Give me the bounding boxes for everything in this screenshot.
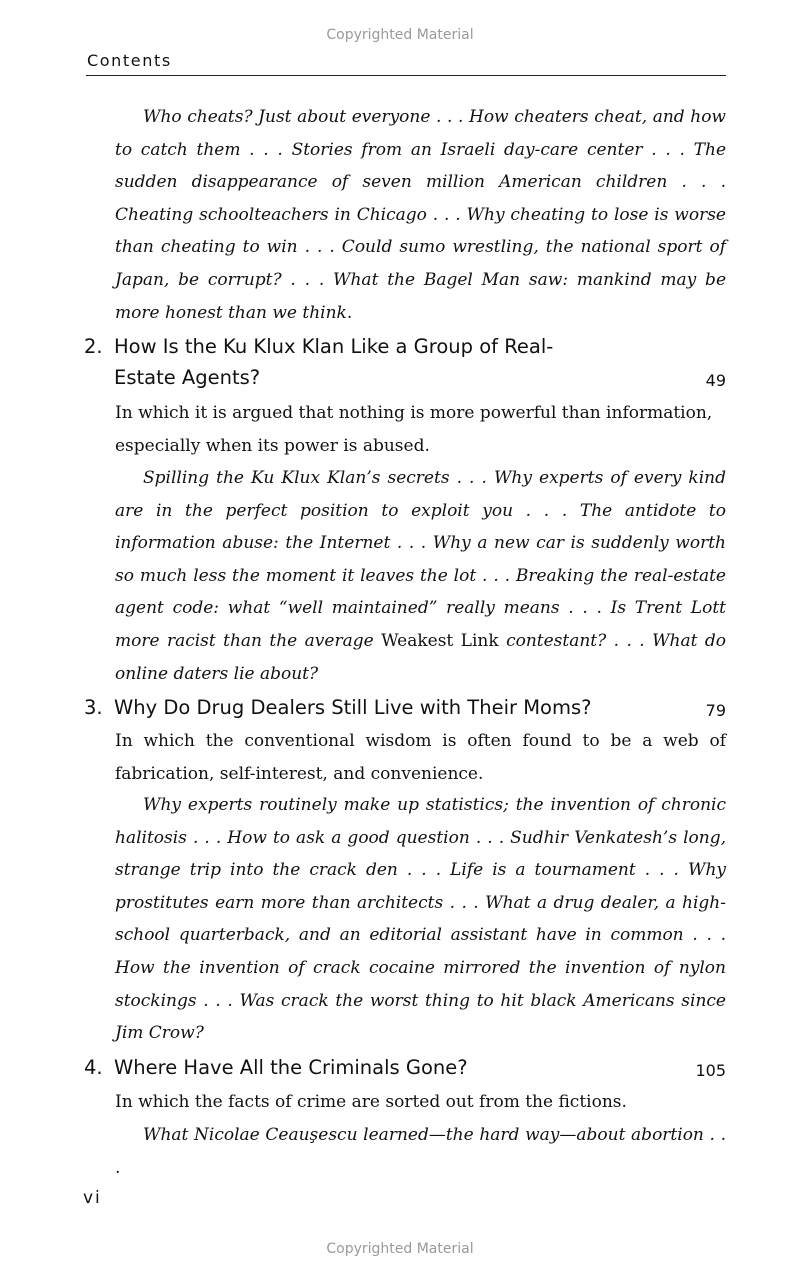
header-rule: [86, 75, 726, 76]
chapter-page-number: 49: [705, 371, 726, 390]
chapter-title: How Is the Ku Klux Klan Like a Group of Real-Estate Agents?: [114, 335, 554, 389]
chapter-title: Why Do Drug Dealers Still Live with Their Moms?: [114, 696, 592, 719]
chapter-number: 3.: [84, 696, 103, 719]
summary-text-end: contestant? . . . What do online daters lie about?: [115, 630, 726, 684]
chapter-4-description: In which the facts of crime are sorted out from the fictions.: [115, 1092, 627, 1112]
chapter-3-summary: Why experts routinely make up statistics; the invention of chronic halitosis . . . How to ask a good question . . . Sudhir Venkatesh’s long, strange trip into the crack den . . . Life is a tournament . . . Why prostitutes earn more than architects . . . What a drug dealer, a high-school quarterback, and an editorial assistant have in common . . . How the invention of crack cocaine mirrored the invention of nylon stockings . . . Was crack the worst thing to hit black Americans since Jim Crow?: [115, 795, 726, 1044]
watermark-top: Copyrighted Material: [326, 27, 474, 43]
chapter-1-summary: Who cheats? Just about everyone . . . How cheaters cheat, and how to catch them . . . Stories from an Israeli day-care center . . . The sudden disappearance of seven million American children . . . Cheating schoolteachers in Chicago . . . Why cheating to lose is worse than cheating to win . . . Could sumo wrestling, the national sport of Japan, be corrupt? . . . What the Bagel Man saw: mankind may be more honest than we think.: [115, 107, 726, 323]
chapter-page-number: 105: [695, 1061, 726, 1080]
watermark-bottom: Copyrighted Material: [326, 1241, 474, 1257]
chapter-2-summary: [115, 462, 726, 690]
chapter-page-number: 79: [705, 701, 726, 720]
chapter-title: Where Have All the Criminals Gone?: [114, 1056, 468, 1079]
chapter-2-description: In which it is argued that nothing is more powerful than information, especially when its power is abused.: [115, 403, 713, 456]
chapter-4-summary: What Nicolae Ceauşescu learned—the hard way—about abortion . . .: [115, 1125, 726, 1178]
chapter-4-heading[interactable]: [84, 1052, 726, 1083]
chapter-number: 2.: [84, 335, 103, 358]
chapter-number: 4.: [84, 1056, 103, 1079]
running-head: Contents: [87, 51, 172, 70]
chapter-3-description: In which the conventional wisdom is often found to be a web of fabrication, self-interest, and convenience.: [115, 731, 726, 784]
chapter-2-heading[interactable]: [84, 331, 726, 393]
summary-text: Spilling the Ku Klux Klan’s secrets . . . Why experts of every kind are in the perfect position to exploit you . . . The antidote to information abuse: the Internet . . . Why a new car is suddenly worth so much less the moment it leaves the lot . . . Breaking the real-estate agent code: what “well maintained” really means . . . Is Trent Lott more racist than the average: [115, 468, 726, 651]
chapter-3-heading[interactable]: [84, 692, 726, 723]
summary-show-title: Weakest Link: [381, 630, 499, 651]
page-folio: vi: [83, 1188, 102, 1208]
